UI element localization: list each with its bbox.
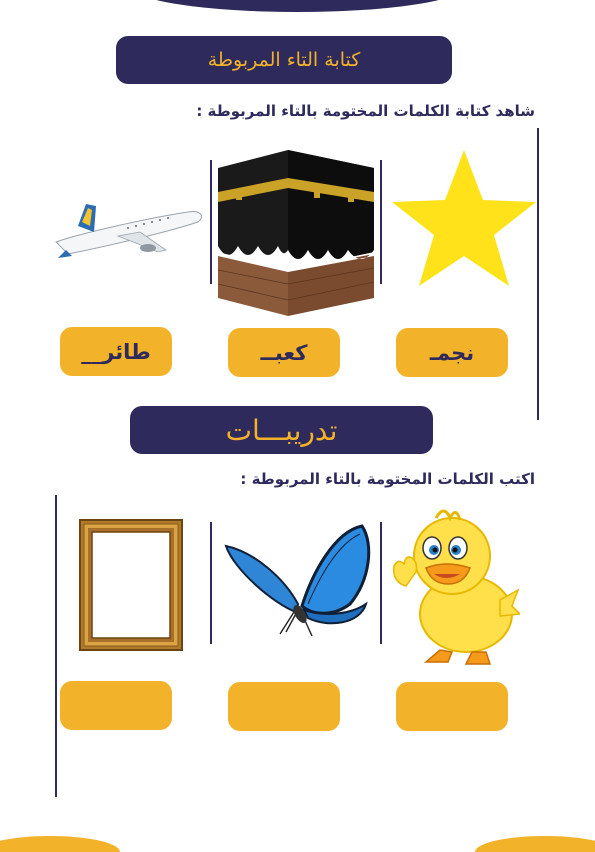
divider-mid-1a [380,160,382,284]
airplane-icon [48,198,208,262]
bottom-decoration-left [0,836,120,852]
instruction-observe: شاهد كتابة الكلمات المختومة بالتاء المربوطة : [196,102,535,120]
word-card-bird [60,327,172,376]
word-star: نجمـ [429,340,475,365]
top-decoration [130,0,465,12]
word-kaaba: كعبــ [260,340,308,365]
divider-mid-2a [380,522,382,644]
frame-icon [78,518,184,652]
answer-box-frame[interactable] [60,681,172,730]
exercises-title: تدريبـــات [225,413,338,447]
word-card-star [396,328,508,377]
page-title: كتابة التاء المربوطة [207,49,361,71]
divider-mid-2b [210,522,212,644]
answer-box-butterfly[interactable] [228,682,340,731]
word-card-kaaba [228,328,340,377]
star-icon [390,148,538,288]
duckling-icon [392,504,520,666]
divider-left-2 [55,495,57,797]
instruction-write: اكتب الكلمات المختومة بالتاء المربوطة : [240,470,535,488]
kaaba-icon [218,150,374,316]
word-bird: طائر__ [81,339,151,364]
divider-mid-1b [210,160,212,284]
page-title-banner [116,36,452,84]
butterfly-icon [224,524,374,644]
bottom-decoration-right [475,836,595,852]
exercises-banner [130,406,433,454]
answer-box-duckling[interactable] [396,682,508,731]
